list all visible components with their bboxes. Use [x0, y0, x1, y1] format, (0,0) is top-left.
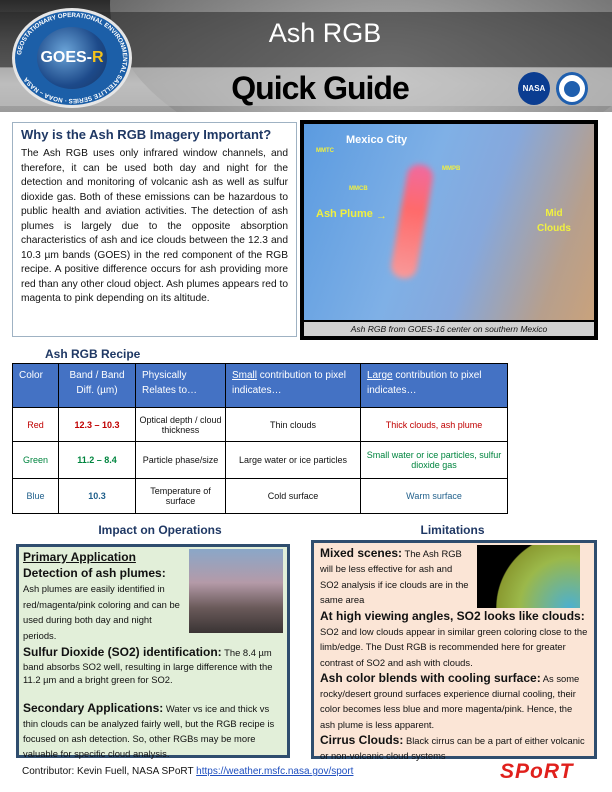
col-header-large: Large contribution to pixel indicates… [361, 364, 508, 408]
arrow-right-icon: → [376, 210, 387, 222]
sport-link[interactable]: https://weather.msfc.nasa.gov/sport [196, 766, 354, 777]
nasa-logo: NASA [518, 72, 550, 105]
noaa-logo [556, 72, 588, 105]
cell-large: Thick clouds, ash plume [361, 408, 508, 442]
mixed-heading: Mixed scenes: [320, 546, 403, 560]
limitations-box [311, 540, 597, 762]
table-header-row [13, 364, 508, 408]
page-title: Ash RGB [268, 18, 382, 48]
cell-band: 11.2 – 8.4 [59, 442, 136, 479]
col-header-small: Small contribution to pixel indicates… [226, 364, 361, 408]
impact-box [16, 544, 290, 758]
table-row [13, 479, 508, 514]
ash-rgb-satellite-image [300, 120, 598, 340]
cirrus-text: Black cirrus can be a part of either volcanic or non-volcanic cloud systems [320, 735, 585, 762]
impact-heading: Impact on Operations [98, 523, 222, 537]
station-label: MMCB [349, 186, 368, 192]
so2-text: The 8.4 µm band absorbs SO2 well, resulting in large difference with the 11.2 µm and a bright green for SO2. [23, 647, 273, 685]
contributor-text: Contributor: Kevin Fuell, NASA SPoRT [22, 766, 197, 777]
cell-relates: Temperature of surface [136, 479, 226, 514]
limb-rgb-image [477, 545, 580, 608]
sport-logo: SPoRT [500, 760, 574, 783]
station-label: MMPB [442, 166, 461, 172]
so2-heading: Sulfur Dioxide (SO2) identification: [23, 645, 222, 659]
table-row [13, 408, 508, 442]
cool-text: As some rocky/desert ground surfaces experience diurnal cooling, their color becomes less blue and more magenta/pink. Hence, the ash plume is less apparent. [320, 672, 580, 730]
cell-small: Thin clouds [226, 408, 361, 442]
limitations-heading: Limitations [420, 523, 485, 537]
cirrus-heading: Cirrus Clouds: [320, 733, 404, 748]
why-body: The Ash RGB uses only infrared window channels, and therefore, it can be used both day and night for the detection and monitoring of volcanic ash as well as sulfur dioxide gas. Both of these emissions can be hazardous to public health and aviation activities. The detection of ash plumes is largely due to the opposite absorption characteristics of ash and ice clouds between the 12.3 and 10.3 µm bands (GOES) in the red component of the RGB recipe. A positive difference occurs for ash providing more red than any other cloud object. Ash plumes appears red to magenta to pink depending on its altitude. [21, 148, 288, 304]
secondary-heading: Secondary Applications: [23, 701, 164, 715]
ash-plume-mark [389, 163, 435, 281]
col-header-color: Color [13, 364, 59, 408]
cell-band: 12.3 – 10.3 [59, 408, 136, 442]
angle-text: SO2 and low clouds appear in similar green coloring close to the limb/edge. The Dust RGB is recommended here for greater contrast of SO2 and ash with clouds. [320, 626, 588, 668]
cell-relates: Particle phase/size [136, 442, 226, 479]
cell-large: Small water or ice particles, sulfur dioxide gas [361, 442, 508, 479]
cell-band: 10.3 [59, 479, 136, 514]
label-ash-plume: Ash Plume [316, 208, 373, 220]
goes-r-logo: GEOSTATIONARY OPERATIONAL ENVIRONMENTAL SATELLITE SERIES · NOAA – NASA GOES- R [12, 8, 132, 108]
volcano-photo [189, 549, 283, 633]
label-mexico-city: Mexico City [346, 134, 408, 146]
detect-text: Ash plumes are easily identified in red/magenta/pink coloring and can be used during both day and night periods. [23, 583, 180, 641]
mixed-text: The Ash RGB will be less effective for ash and SO2 analysis if ice clouds are in the same area [320, 548, 469, 605]
detect-heading: Detection of ash plumes: [23, 566, 166, 580]
table-row [13, 442, 508, 479]
angle-heading: At high viewing angles, SO2 looks like clouds: [320, 609, 585, 623]
station-label: MMTC [316, 148, 334, 154]
recipe-table [12, 363, 508, 514]
why-heading: Why is the Ash RGB Imagery Important? [21, 127, 272, 142]
cell-relates: Optical depth / cloud thickness [136, 408, 226, 442]
cell-color: Red [13, 408, 59, 442]
image-caption: Ash RGB from GOES-16 center on southern Mexico [304, 320, 594, 336]
label-mid-clouds: Mid Clouds [537, 208, 571, 234]
cell-large: Warm surface [361, 479, 508, 514]
cell-small: Cold surface [226, 479, 361, 514]
recipe-heading: Ash RGB Recipe [45, 347, 141, 361]
cell-small: Large water or ice particles [226, 442, 361, 479]
cell-color: Green [13, 442, 59, 479]
cell-color: Blue [13, 479, 59, 514]
why-important-box [12, 122, 297, 337]
page-subtitle: Quick Guide [231, 70, 409, 106]
col-header-relates: Physically Relates to… [136, 364, 226, 408]
col-header-band: Band / Band Diff. (µm) [59, 364, 136, 408]
primary-heading: Primary Application [23, 550, 136, 564]
secondary-text: Water vs ice and thick vs thin clouds can be analyzed fairly well, but the RGB recipe is focused on ash detection. So, other RGBs may be more valuable for specific cloud analysis. [23, 703, 275, 759]
cool-heading: Ash color blends with cooling surface: [320, 670, 541, 685]
goes-logo-ring-textpath: GEOSTATIONARY OPERATIONAL ENVIRONMENTAL SATELLITE SERIES · NOAA – NASA [16, 11, 129, 105]
footer [22, 766, 353, 777]
